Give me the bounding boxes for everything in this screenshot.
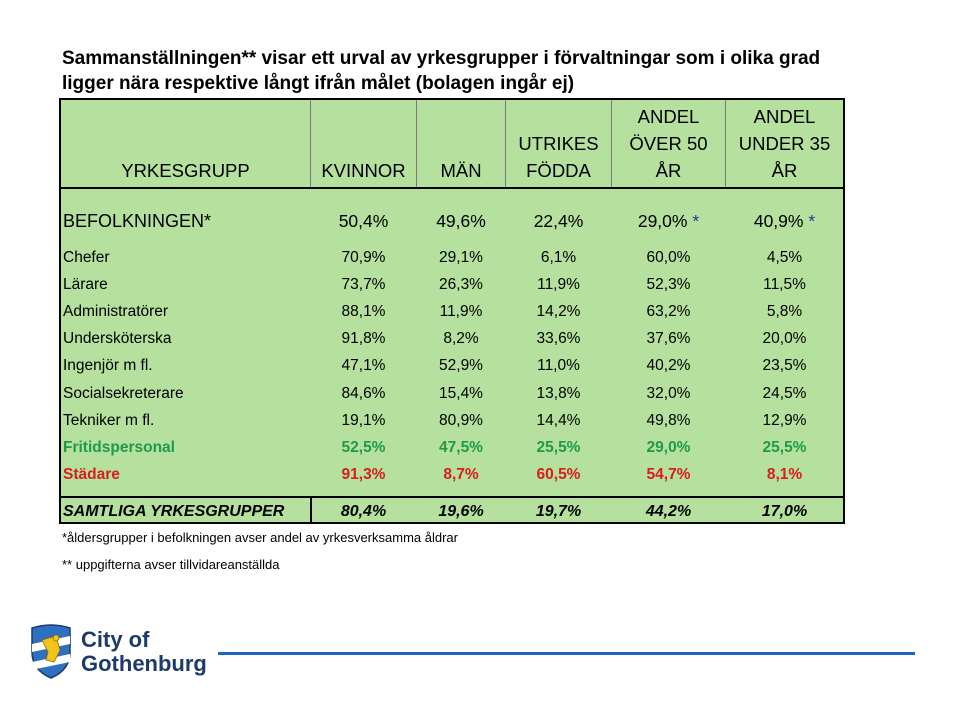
row-label: Socialsekreterare	[63, 384, 184, 402]
cell-men: 15,4%	[439, 384, 483, 402]
cell-under35: 5,8%	[766, 303, 803, 321]
header-andel-over-50: ANDEL ÖVER 50 ÅR	[629, 106, 708, 181]
cell-under35: 23,5%	[762, 357, 807, 375]
header-andel-under-35: ANDEL UNDER 35 ÅR	[738, 106, 831, 181]
cell-foreign: 11,9%	[537, 276, 580, 294]
total-label: SAMTLIGA YRKESGRUPPER	[63, 503, 285, 520]
cell-men: 29,1%	[439, 249, 483, 266]
city-of-gothenburg-logo	[26, 622, 216, 684]
cell-men: 26,3%	[439, 276, 483, 294]
cell-over50: 37,6%	[646, 330, 691, 348]
table-row	[61, 407, 843, 434]
cell-women: 88,1%	[341, 303, 386, 321]
cell-foreign: 13,8%	[536, 384, 581, 402]
header-man: MÄN	[440, 160, 482, 181]
cell-foreign: 25,5%	[536, 438, 581, 456]
population-women: 50,4%	[338, 211, 389, 231]
table-row	[61, 325, 843, 352]
cell-over50: 29,0%	[646, 438, 691, 456]
population-men: 49,6%	[436, 211, 486, 231]
cell-under35: 24,5%	[762, 384, 807, 402]
header-bottom-border	[61, 187, 843, 189]
logo-text: City of Gothenburg	[81, 627, 207, 676]
cell-women: 19,1%	[341, 411, 386, 429]
table-row	[61, 298, 843, 325]
footnote-age-groups: *åldersgrupper i befolkningen avser andel av yrkesverksamma åldrar	[62, 530, 458, 545]
row-label: Fritidspersonal	[63, 438, 175, 456]
table-row	[61, 244, 843, 271]
cell-over50: 32,0%	[646, 384, 691, 402]
brand-divider-line	[218, 652, 915, 655]
cell-men: 80,9%	[439, 411, 483, 429]
cell-men: 47,5%	[439, 438, 483, 456]
statistics-table	[59, 98, 845, 524]
population-label: BEFOLKNINGEN*	[63, 211, 212, 231]
header-utrikes-fodda: UTRIKES FÖDDA	[518, 133, 599, 181]
cell-women: 84,6%	[341, 384, 386, 402]
total-over50: 44,2%	[645, 503, 692, 520]
total-men: 19,6%	[438, 503, 484, 520]
row-label: Undersköterska	[63, 330, 172, 348]
table-row	[61, 461, 843, 488]
cell-over50: 60,0%	[646, 249, 691, 266]
cell-under35: 20,0%	[762, 330, 807, 348]
cell-foreign: 14,4%	[536, 411, 581, 429]
cell-under35: 12,9%	[762, 411, 807, 429]
cell-women: 73,7%	[341, 276, 386, 294]
cell-men: 8,2%	[443, 330, 479, 348]
cell-women: 91,3%	[341, 465, 386, 483]
title-line-2: ligger nära respektive långt ifrån målet (bolagen ingår ej)	[62, 73, 575, 94]
cell-foreign: 60,5%	[536, 465, 581, 483]
header-yrkesgrupp: YRKESGRUPP	[121, 160, 250, 181]
cell-men: 8,7%	[443, 465, 479, 483]
cell-women: 91,8%	[341, 330, 386, 348]
cell-women: 52,5%	[341, 438, 386, 456]
cell-over50: 40,2%	[646, 357, 691, 375]
cell-foreign: 14,2%	[536, 303, 581, 321]
population-row	[61, 208, 843, 235]
row-label: Administratörer	[63, 303, 169, 321]
cell-over50: 63,2%	[646, 303, 691, 321]
population-foreign: 22,4%	[533, 211, 584, 231]
cell-foreign: 11,0%	[537, 357, 580, 375]
total-women: 80,4%	[340, 503, 387, 520]
population-under35: 40,9% *	[753, 211, 816, 231]
table-row	[61, 380, 843, 407]
total-foreign: 19,7%	[535, 503, 582, 520]
page-title	[62, 46, 922, 96]
row-label: Ingenjör m fl.	[63, 357, 153, 375]
total-under35: 17,0%	[761, 503, 808, 520]
coat-of-arms-icon	[26, 622, 76, 680]
header-kvinnor: KVINNOR	[321, 160, 406, 181]
cell-under35: 25,5%	[762, 438, 807, 456]
row-label: Chefer	[63, 249, 110, 266]
row-label: Städare	[63, 465, 120, 483]
row-label: Lärare	[63, 276, 108, 294]
title-line-1: Sammanställningen** visar ett urval av yrkesgrupper i förvaltningar som i olika grad	[62, 48, 821, 69]
cell-men: 11,9%	[439, 303, 483, 321]
cell-under35: 4,5%	[766, 249, 803, 266]
table-row	[61, 434, 843, 461]
table-row	[61, 352, 843, 379]
cell-over50: 49,8%	[646, 411, 691, 429]
cell-under35: 11,5%	[763, 276, 806, 294]
cell-women: 70,9%	[341, 249, 386, 266]
row-label: Tekniker m fl.	[63, 411, 155, 429]
cell-women: 47,1%	[341, 357, 386, 375]
cell-under35: 8,1%	[766, 465, 803, 483]
cell-men: 52,9%	[439, 357, 483, 375]
cell-over50: 52,3%	[646, 276, 691, 294]
cell-foreign: 33,6%	[536, 330, 581, 348]
cell-foreign: 6,1%	[540, 249, 577, 266]
footnote-source: ** uppgifterna avser tillvidareanställda	[62, 557, 280, 572]
table-row	[61, 271, 843, 298]
population-over50: 29,0% *	[637, 211, 700, 231]
cell-over50: 54,7%	[646, 465, 691, 483]
total-row	[61, 498, 843, 525]
